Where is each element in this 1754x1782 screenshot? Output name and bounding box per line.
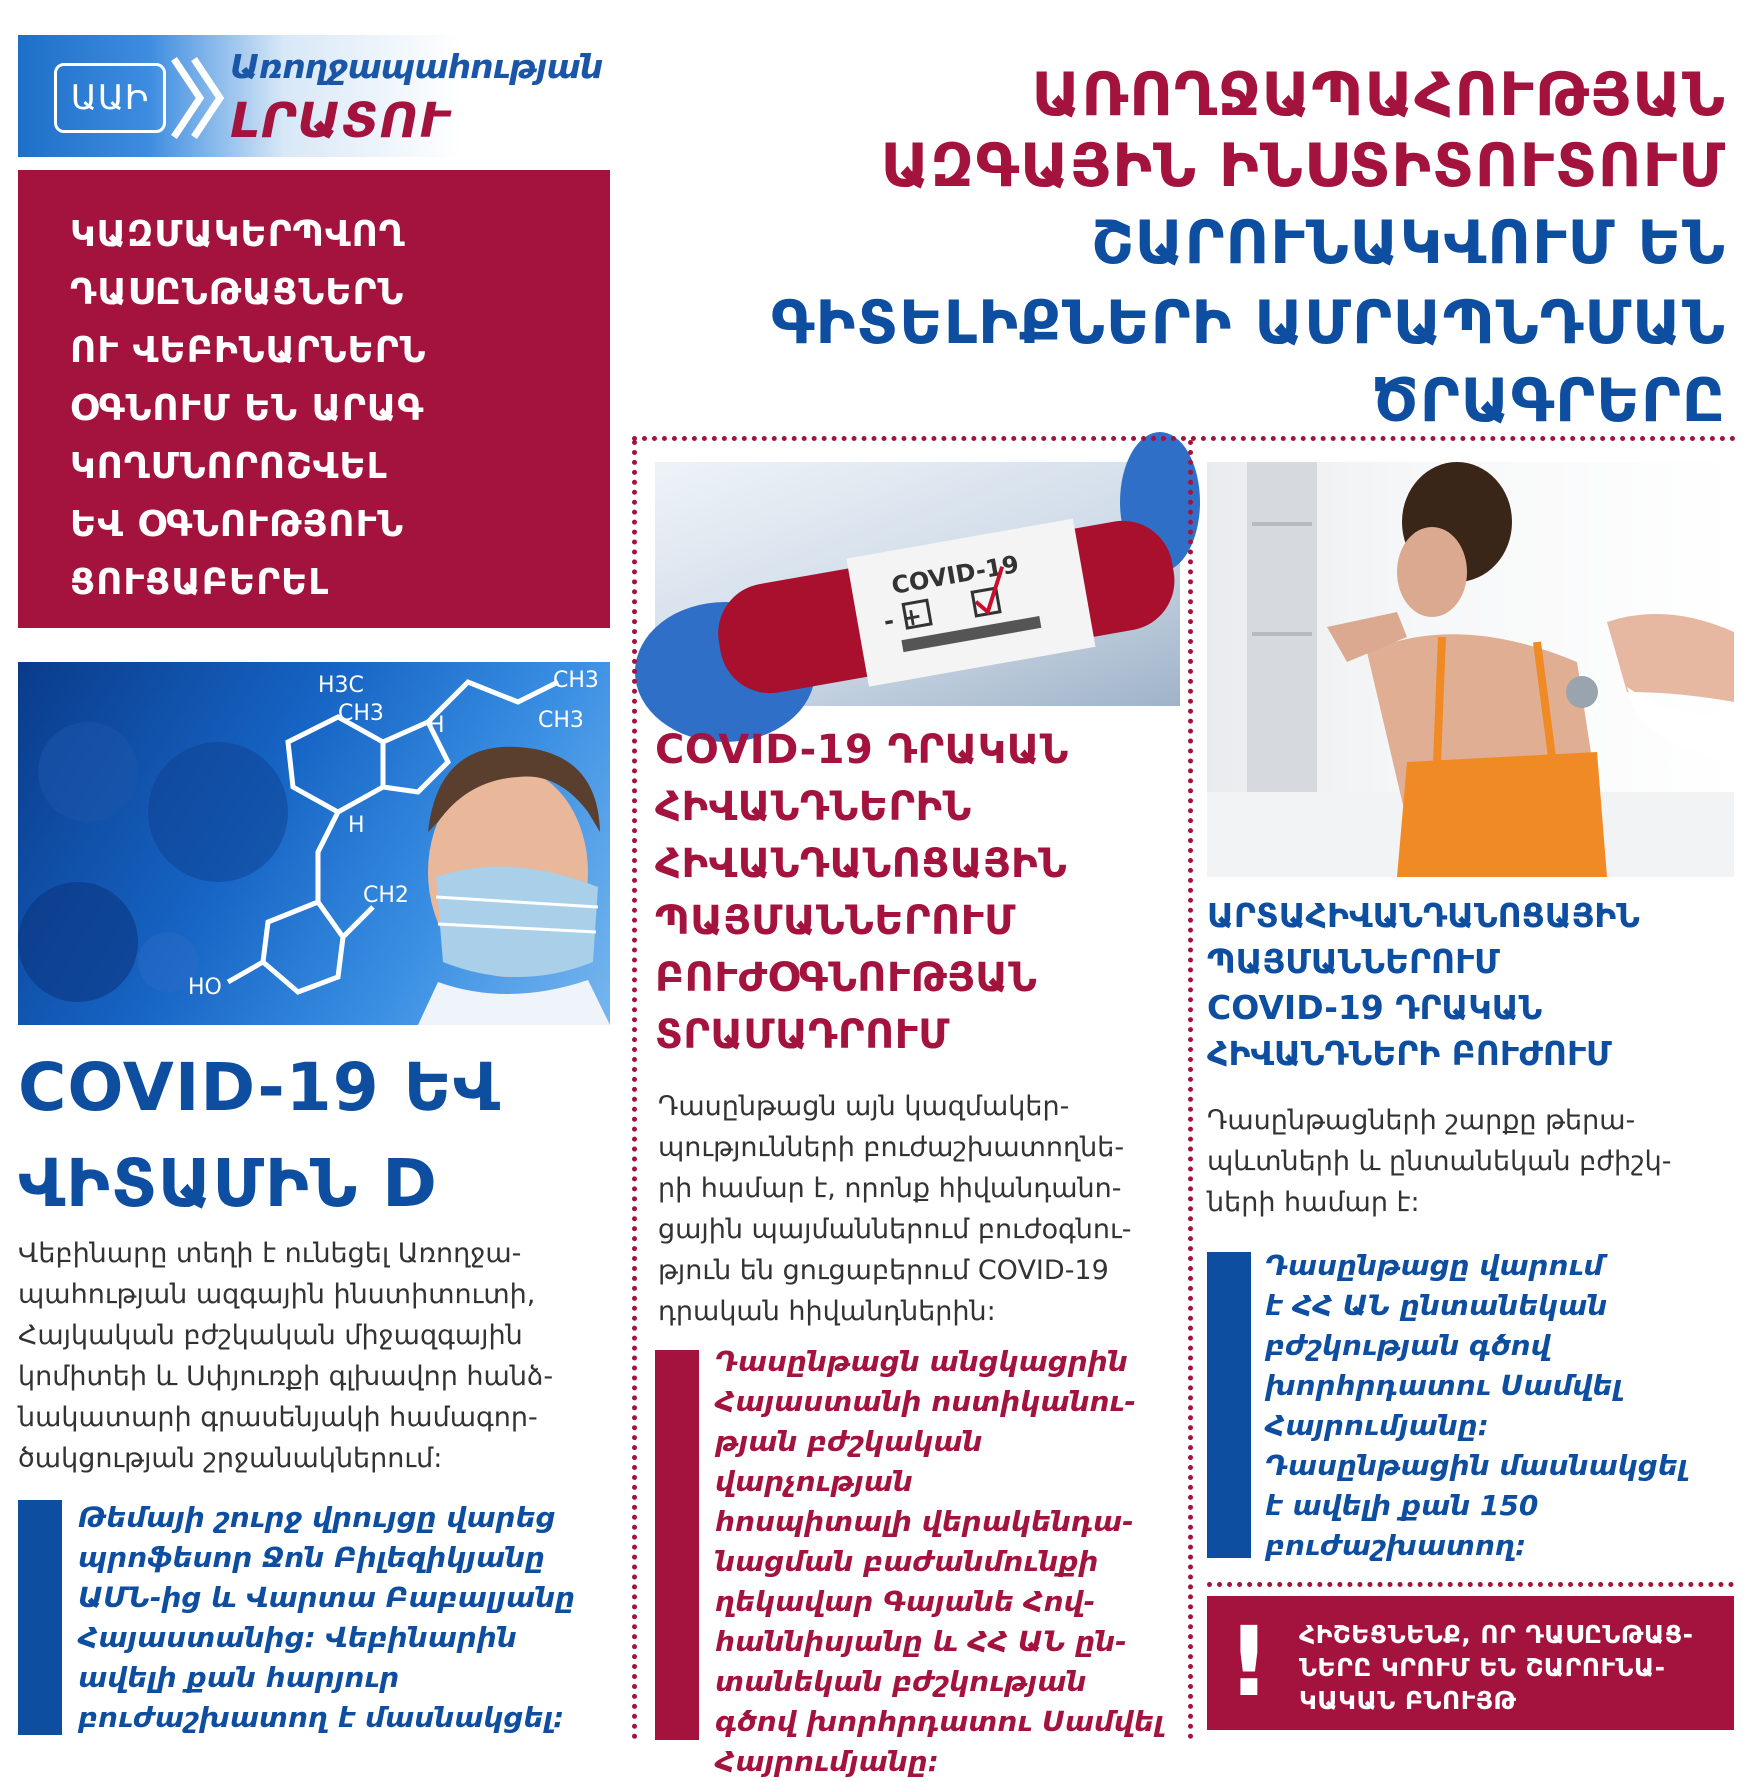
intro-text: ԿԱԶՄԱԿԵՐՊՎՈՂ ԴԱՍԸՆԹԱՑՆԵՐՆ ՈՒ ՎԵԲԻՆԱՐՆԵՐՆ ՕԳՆՈՒՄ ԵՆ ԱՐԱԳ ԿՈՂՄՆՈՐՈՇՎԵԼ ԵՎ ՕԳՆՈՒԹՅՈՒՆ ՑՈՒՑԱԲԵՐԵԼ (70, 214, 427, 603)
intro-panel (18, 170, 610, 628)
notice-panel (1207, 1596, 1734, 1730)
stethoscope-illustration (1207, 462, 1734, 877)
molecule-label-ch2: CH2 (363, 883, 409, 908)
logo-title-line1: Առողջապահության (230, 47, 603, 86)
headline-line-4: ԳԻՏԵԼԻՔՆԵՐԻ ԱՄՐԱՊՆԴՄԱՆ (770, 288, 1726, 358)
molecule-label-h-b: H (348, 813, 365, 838)
molecule-label-h3c: H3C (318, 673, 364, 698)
logo-title-line2: ԼՐԱՏՈՒ (230, 93, 452, 149)
tube-label-text: COVID-19 (889, 550, 1021, 600)
article2-body: Դասընթացն այն կազմակեր- պությունների բուժաշխատողնե- րի համար է, որոնք հիվանդանո- ցային պայմաններում բուժօգնու- թյուն են ցուցաբերում COVID-19 դրական հիվանդներին: (658, 1091, 1132, 1327)
article3-body: Դասընթացների շարքը թերա- պևտների և ընտանեկան բժիշկ- ների համար է: (1207, 1105, 1672, 1218)
logo-badge: ԱԱԻ (54, 63, 166, 133)
article1-body: Վեբինարը տեղի է ունեցել Առողջա- պահության ազգային ինստիտուտի, Հայկական բժշկական միջազգային կոմիտեի և Սփյուռքի գլխավոր հանձ- նակատարի գրասենյակի համագոր- ծակցության շրջանակներում: (18, 1238, 554, 1474)
headline-line-3: ՇԱՐՈՒՆԱԿՎՈՒՄ ԵՆ (1091, 208, 1726, 278)
article2-callout: Դասընթացն անցկացրին Հայաստանի ոստիկանու- թյան բժշկական վարչության հոսպիտալի վերակենդա- նացման բաժանմունքի ղեկավար Գայանե Հով- հաննիսյանը և ՀՀ ԱՆ ըն- տանեկան բժշկության գծով խորհրդատու Սամվել Հայրումյանը: (715, 1345, 1164, 1778)
molecule-label-h-a: H (428, 713, 445, 738)
molecule-label-ch3-a: CH3 (338, 701, 384, 726)
article2-heading: COVID-19 ԴՐԱԿԱՆ ՀԻՎԱՆԴՆԵՐԻՆ ՀԻՎԱՆԴԱՆՈՑԱՅԻՆ ՊԱՅՄԱՆՆԵՐՈՒՄ ԲՈՒԺՕԳՆՈՒԹՅԱՆ ՏՐԱՄԱԴՐՈՒՄ (655, 727, 1069, 1058)
headline-line-2: ԱԶԳԱՅԻՆ ԻՆՍՏԻՏՈՒՏՈՒՄ (880, 131, 1726, 201)
molecule-label-ho: HO (188, 975, 222, 1000)
vitamin-d-image (18, 662, 610, 1025)
article3-callout-bar (1207, 1252, 1251, 1558)
exclamation-icon: ! (1227, 1606, 1271, 1718)
separator-right (1188, 440, 1193, 1740)
covid-test-tube-image (655, 462, 1180, 706)
article1-callout-bar (18, 1500, 62, 1735)
headline-line-5: ԾՐԱԳՐԵՐԸ (1371, 366, 1726, 436)
notice-text: ՀԻՇԵՑՆԵՆՔ, ՈՐ ԴԱՍԸՆԹԱՑ- ՆԵՐԸ ԿՐՈՒՄ ԵՆ ՇԱՐՈՒՆԱ- ԿԱԿԱՆ ԲՆՈՒՅԹ (1299, 1620, 1694, 1715)
molecule-label-ch3-b: CH3 (553, 668, 599, 693)
molecule-label-ch3-c: CH3 (538, 708, 584, 733)
article3-heading: ԱՐՏԱՀԻՎԱՆԴԱՆՈՑԱՅԻՆ ՊԱՅՄԱՆՆԵՐՈՒՄ COVID-19 ԴՐԱԿԱՆ ՀԻՎԱՆԴՆԵՐԻ ԲՈՒԺՈՒՄ (1207, 896, 1640, 1073)
doctor-exam-image (1207, 462, 1734, 877)
separator-notice (1207, 1582, 1734, 1587)
article3-callout: Դասընթացը վարում է ՀՀ ԱՆ ընտանեկան բժշկության գծով խորհրդատու Սամվել Հայրումյանը: Դասընթացին մասնակցել է ավելի քան 150 բուժաշխատող: (1265, 1249, 1688, 1562)
separator-left (632, 440, 637, 1740)
article2-callout-bar (655, 1350, 699, 1740)
article1-callout: Թեմայի շուրջ վրույցը վարեց պրոֆեսոր Ջոն Բիլեզիկյանը ԱՄՆ-ից և Վարտա Բաբալյանը Հայաստանից: Վեբինարին ավելի քան հարյուր բուժաշխատող է մասնակցել: (78, 1501, 576, 1734)
chevron-right-icon (168, 55, 228, 141)
headline-line-1: ԱՌՈՂՋԱՊԱՀՈՒԹՅԱՆ (1031, 60, 1726, 130)
article1-heading: COVID-19 ԵՎ ՎԻՏԱՄԻՆ D (18, 1049, 501, 1222)
separator-top (632, 436, 1736, 441)
test-tube-illustration (655, 462, 1180, 706)
logo (18, 35, 610, 157)
molecule-illustration (18, 662, 610, 1025)
tube-signs: - + (881, 601, 925, 636)
